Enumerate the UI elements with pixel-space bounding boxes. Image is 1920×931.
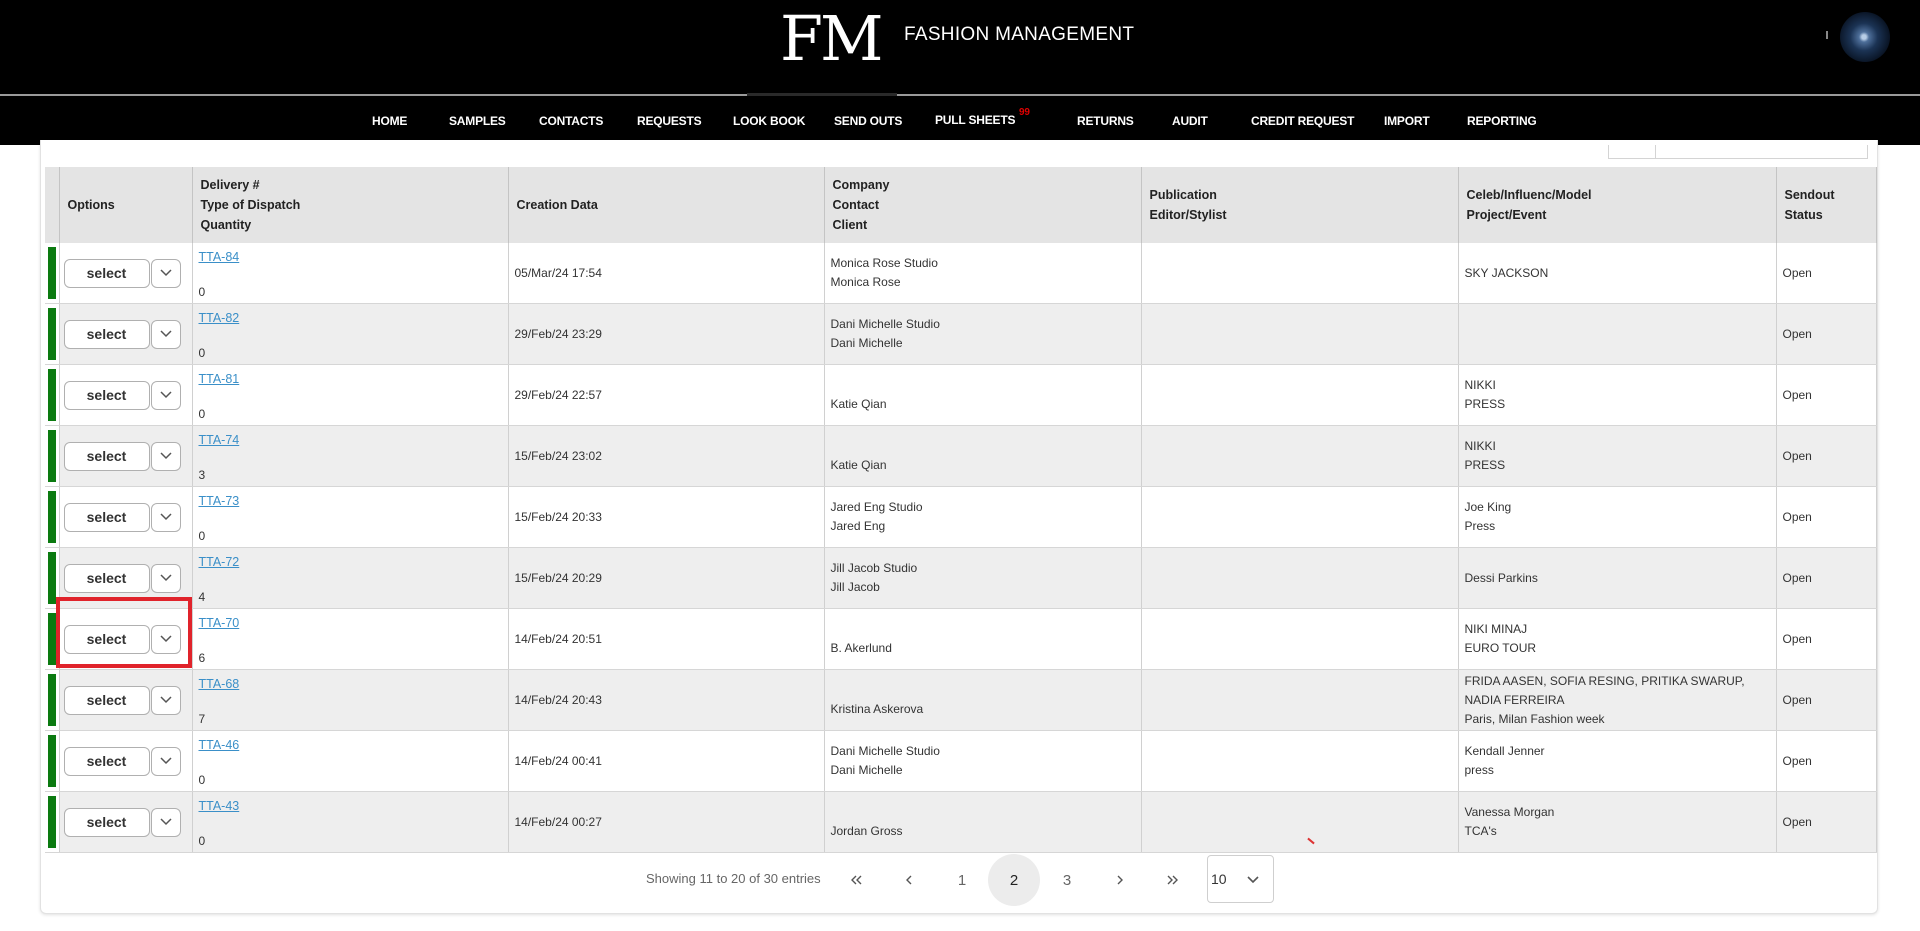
options-select [64, 625, 188, 654]
company-cell [824, 548, 1141, 609]
sendout-status-cell: Open [1776, 792, 1876, 853]
creation-date-cell: 15/Feb/24 20:29 [508, 548, 824, 609]
delivery-cell [192, 243, 508, 304]
nav-pull-sheets[interactable] [935, 107, 1030, 127]
row-status-bar-cell [45, 609, 59, 670]
sendout-status-cell: Open [1776, 243, 1876, 304]
celeb-line: Press [1464, 519, 1496, 533]
options-cell [59, 365, 192, 426]
nav-returns[interactable]: RETURNS [1077, 114, 1134, 128]
company-line: Dani Michelle Studio [830, 744, 940, 758]
header-delivery [192, 167, 508, 243]
main-nav [0, 96, 1920, 145]
header-celeb-line: Project/Event [1466, 208, 1547, 222]
company-line: Monica Rose [830, 275, 901, 289]
chevron-down-icon[interactable] [151, 686, 181, 715]
header-status [1776, 167, 1876, 243]
creation-date-cell: 14/Feb/24 20:43 [508, 670, 824, 731]
options-cell [59, 731, 192, 792]
delivery-quantity: 0 [198, 346, 206, 360]
header-celeb [1458, 167, 1776, 243]
publication-cell [1141, 304, 1458, 365]
delivery-cell [192, 304, 508, 365]
celeb-cell [1458, 426, 1776, 487]
publication-cell [1141, 792, 1458, 853]
celeb-line: Paris, Milan Fashion week [1464, 711, 1605, 726]
chevron-down-icon[interactable] [151, 808, 181, 837]
delivery-link[interactable]: TTA-81 [198, 372, 240, 386]
celeb-line: Joe King [1464, 500, 1512, 514]
options-select [64, 320, 188, 349]
header-company [824, 167, 1141, 243]
page-size-value: 10 [1211, 871, 1227, 887]
options-select [64, 564, 188, 593]
options-cell [59, 426, 192, 487]
nav-home[interactable]: HOME [372, 114, 408, 128]
page-2-button[interactable]: 2 [988, 854, 1040, 906]
nav-look-book[interactable]: LOOK BOOK [733, 114, 806, 128]
header-company-line: Contact [832, 198, 880, 212]
select-button[interactable]: select [64, 381, 150, 410]
delivery-quantity: 0 [198, 773, 206, 787]
nav-import[interactable]: IMPORT [1384, 114, 1430, 128]
last-page-icon[interactable] [1147, 854, 1199, 906]
row-status-bar [48, 491, 56, 543]
company-cell [824, 365, 1141, 426]
publication-cell [1141, 609, 1458, 670]
row-status-bar-cell [45, 304, 59, 365]
publication-cell [1141, 426, 1458, 487]
chevron-down-icon[interactable] [151, 564, 181, 593]
select-button[interactable]: select [64, 686, 150, 715]
delivery-quantity: 6 [198, 651, 206, 665]
celeb-line: EURO TOUR [1464, 641, 1537, 655]
row-status-bar [48, 308, 56, 360]
options-select [64, 259, 188, 288]
table-row[interactable] [45, 609, 1876, 670]
company-line-spacer [831, 620, 1135, 639]
row-status-bar-cell [45, 487, 59, 548]
company-line: Jared Eng [830, 519, 886, 533]
company-line: Dani Michelle [830, 336, 903, 350]
select-button[interactable]: select [64, 320, 150, 349]
celeb-line: TCA's [1464, 824, 1497, 838]
select-button[interactable]: select [64, 564, 150, 593]
table-header-row [45, 167, 1876, 243]
celeb-line: NIKI MINAJ [1464, 622, 1528, 636]
celeb-line: NADIA FERREIRA [1464, 692, 1565, 707]
delivery-link[interactable]: TTA-73 [198, 494, 240, 508]
row-status-bar [48, 369, 56, 421]
brand-name: FASHION MANAGEMENT [904, 24, 1135, 45]
publication-cell [1141, 365, 1458, 426]
delivery-link[interactable]: TTA-46 [198, 738, 240, 752]
celeb-line: Kendall Jenner [1464, 744, 1545, 758]
row-status-bar [48, 735, 56, 787]
header-delivery-line: Type of Dispatch [200, 198, 301, 212]
chevron-down-icon[interactable] [151, 442, 181, 471]
options-cell [59, 487, 192, 548]
sendout-status-cell: Open [1776, 426, 1876, 487]
nav-audit[interactable]: AUDIT [1172, 114, 1208, 128]
delivery-cell [192, 365, 508, 426]
pagination-info: Showing 11 to 20 of 30 entries [646, 871, 821, 886]
company-line: Jill Jacob Studio [830, 561, 918, 575]
avatar-indicator [1826, 31, 1828, 39]
sendout-status-cell: Open [1776, 548, 1876, 609]
celeb-line: Dessi Parkins [1464, 570, 1538, 585]
options-select [64, 686, 188, 715]
sendout-status-cell: Open [1776, 731, 1876, 792]
celeb-cell [1458, 243, 1776, 304]
publication-cell [1141, 548, 1458, 609]
chevron-down-icon[interactable] [151, 259, 181, 288]
table-row[interactable] [45, 792, 1876, 853]
celeb-line: SKY JACKSON [1464, 265, 1549, 280]
row-status-bar-cell [45, 548, 59, 609]
celeb-line: FRIDA AASEN, SOFIA RESING, PRITIKA SWARUP, [1464, 673, 1745, 688]
options-select [64, 747, 188, 776]
search-addon [1608, 145, 1656, 159]
chevron-down-icon[interactable] [151, 381, 181, 410]
sendout-status-cell: Open [1776, 670, 1876, 731]
header-publication [1141, 167, 1458, 243]
header-bar-cell [45, 167, 59, 243]
header-delivery-line: Quantity [200, 218, 252, 232]
creation-date-cell: 14/Feb/24 00:27 [508, 792, 824, 853]
header-status-line: Status [1784, 208, 1823, 222]
table-body [45, 243, 1876, 853]
delivery-quantity: 7 [198, 712, 206, 726]
creation-date-cell: 15/Feb/24 20:33 [508, 487, 824, 548]
options-select [64, 503, 188, 532]
select-button[interactable]: select [64, 259, 150, 288]
header-status-line: Sendout [1784, 188, 1835, 202]
delivery-cell [192, 792, 508, 853]
row-status-bar-cell [45, 670, 59, 731]
next-page-icon[interactable] [1094, 854, 1146, 906]
delivery-quantity: 0 [198, 285, 206, 299]
company-line-spacer [831, 376, 1135, 395]
company-cell [824, 792, 1141, 853]
table-row[interactable] [45, 365, 1876, 426]
celeb-cell [1458, 487, 1776, 548]
first-page-icon[interactable] [830, 854, 882, 906]
company-line: Dani Michelle Studio [830, 317, 940, 331]
header-company-line: Client [832, 218, 868, 232]
select-button[interactable]: select [64, 625, 150, 654]
delivery-quantity: 0 [198, 834, 206, 848]
creation-date-cell: 15/Feb/24 23:02 [508, 426, 824, 487]
company-cell [824, 243, 1141, 304]
header-publication-line: Editor/Stylist [1149, 208, 1227, 222]
company-line: Monica Rose Studio [830, 256, 938, 270]
page-3-button[interactable]: 3 [1062, 871, 1072, 889]
delivery-cell [192, 670, 508, 731]
header-delivery-line: Delivery # [200, 178, 260, 192]
user-avatar-icon[interactable] [1840, 12, 1890, 62]
row-status-bar-cell [45, 243, 59, 304]
company-cell [824, 609, 1141, 670]
sendouts-table [45, 167, 1877, 853]
delivery-link[interactable]: TTA-68 [198, 677, 240, 691]
row-status-bar [48, 613, 56, 665]
delivery-cell [192, 731, 508, 792]
delivery-link[interactable]: TTA-72 [198, 555, 240, 569]
celeb-line: Vanessa Morgan [1464, 805, 1555, 819]
select-button[interactable]: select [64, 747, 150, 776]
nav-credit-request[interactable]: CREDIT REQUEST [1251, 114, 1355, 128]
prev-page-icon[interactable] [883, 854, 935, 906]
celeb-line: NIKKI [1464, 378, 1496, 392]
company-cell [824, 426, 1141, 487]
publication-cell [1141, 731, 1458, 792]
delivery-quantity: 4 [198, 590, 206, 604]
company-line-spacer [831, 681, 1135, 700]
app-header [0, 0, 1920, 94]
publication-cell [1141, 487, 1458, 548]
delivery-cell [192, 487, 508, 548]
publication-cell [1141, 243, 1458, 304]
delivery-link[interactable]: TTA-43 [198, 799, 240, 813]
row-status-bar-cell [45, 731, 59, 792]
celeb-line: NIKKI [1464, 439, 1496, 453]
celeb-cell [1458, 792, 1776, 853]
delivery-link[interactable]: TTA-74 [198, 433, 240, 447]
company-cell [824, 731, 1141, 792]
table-row[interactable] [45, 304, 1876, 365]
options-cell [59, 609, 192, 670]
row-status-bar-cell [45, 426, 59, 487]
company-line-spacer [831, 437, 1135, 456]
select-button[interactable]: select [64, 442, 150, 471]
celeb-line: PRESS [1464, 458, 1506, 472]
options-select [64, 381, 188, 410]
header-options: Options [59, 167, 192, 243]
delivery-cell [192, 426, 508, 487]
delivery-quantity: 0 [198, 407, 206, 421]
company-line: Jared Eng Studio [830, 500, 923, 514]
row-status-bar-cell [45, 792, 59, 853]
company-line: Katie Qian [830, 458, 887, 472]
celeb-cell [1458, 365, 1776, 426]
nav-contacts[interactable]: CONTACTS [539, 114, 604, 128]
delivery-link[interactable]: TTA-82 [198, 311, 240, 325]
nav-samples[interactable]: SAMPLES [449, 114, 506, 128]
delivery-link[interactable]: TTA-84 [198, 250, 240, 264]
celeb-cell [1458, 670, 1776, 731]
chevron-down-icon [1245, 873, 1261, 887]
row-status-bar [48, 552, 56, 604]
sendout-status-cell: Open [1776, 304, 1876, 365]
row-status-bar [48, 247, 56, 299]
options-cell [59, 792, 192, 853]
chevron-down-icon[interactable] [151, 747, 181, 776]
row-status-bar-cell [45, 365, 59, 426]
company-line: Kristina Askerova [830, 702, 924, 716]
options-cell [59, 243, 192, 304]
creation-date-cell: 14/Feb/24 20:51 [508, 609, 824, 670]
company-cell [824, 487, 1141, 548]
company-line: Jill Jacob [830, 580, 880, 594]
celeb-cell [1458, 548, 1776, 609]
celeb-line: press [1464, 763, 1494, 777]
row-status-bar [48, 796, 56, 848]
celeb-cell [1458, 304, 1776, 365]
options-select [64, 442, 188, 471]
creation-date-cell: 05/Mar/24 17:54 [508, 243, 824, 304]
company-line: B. Akerlund [830, 641, 892, 655]
table-row[interactable] [45, 548, 1876, 609]
table-row[interactable] [45, 731, 1876, 792]
delivery-cell [192, 548, 508, 609]
header-publication-line: Publication [1149, 188, 1217, 202]
page-size-select[interactable] [1207, 855, 1274, 903]
options-cell [59, 670, 192, 731]
creation-date-cell: 29/Feb/24 22:57 [508, 365, 824, 426]
sendout-status-cell: Open [1776, 365, 1876, 426]
company-line-spacer [831, 803, 1135, 822]
row-status-bar [48, 674, 56, 726]
company-line: Dani Michelle [830, 763, 903, 777]
row-status-bar [48, 430, 56, 482]
select-button[interactable]: select [64, 808, 150, 837]
table-row[interactable] [45, 243, 1876, 304]
select-button[interactable]: select [64, 503, 150, 532]
company-line: Jordan Gross [830, 824, 903, 838]
company-cell [824, 304, 1141, 365]
company-line: Katie Qian [830, 397, 887, 411]
table-row[interactable] [45, 670, 1876, 731]
delivery-cell [192, 609, 508, 670]
creation-date-cell: 29/Feb/24 23:29 [508, 304, 824, 365]
delivery-quantity: 0 [198, 529, 206, 543]
brand-logo[interactable]: FM [780, 2, 881, 75]
delivery-link[interactable]: TTA-70 [198, 616, 240, 630]
nav-reporting[interactable]: REPORTING [1467, 114, 1537, 128]
table-row[interactable] [45, 487, 1876, 548]
pull-sheets-badge: 99 [1019, 107, 1030, 118]
header-celeb-line: Celeb/Influenc/Model [1466, 188, 1592, 202]
celeb-cell [1458, 609, 1776, 670]
options-select [64, 808, 188, 837]
chevron-down-icon[interactable] [151, 625, 181, 654]
sendout-status-cell: Open [1776, 609, 1876, 670]
sendout-status-cell: Open [1776, 487, 1876, 548]
publication-cell [1141, 670, 1458, 731]
delivery-quantity: 3 [198, 468, 206, 482]
chevron-down-icon[interactable] [151, 320, 181, 349]
company-cell [824, 670, 1141, 731]
page-1-button[interactable]: 1 [957, 871, 967, 889]
nav-send-outs[interactable]: SEND OUTS [834, 114, 903, 128]
nav-pull-sheets-label: PULL SHEETS [935, 113, 1016, 127]
nav-requests[interactable]: REQUESTS [637, 114, 702, 128]
creation-date-cell: 14/Feb/24 00:41 [508, 731, 824, 792]
celeb-line: PRESS [1464, 397, 1506, 411]
header-creation: Creation Data [508, 167, 824, 243]
options-cell [59, 548, 192, 609]
chevron-down-icon[interactable] [151, 503, 181, 532]
table-row[interactable] [45, 426, 1876, 487]
header-company-line: Company [832, 178, 890, 192]
options-cell [59, 304, 192, 365]
celeb-cell [1458, 731, 1776, 792]
